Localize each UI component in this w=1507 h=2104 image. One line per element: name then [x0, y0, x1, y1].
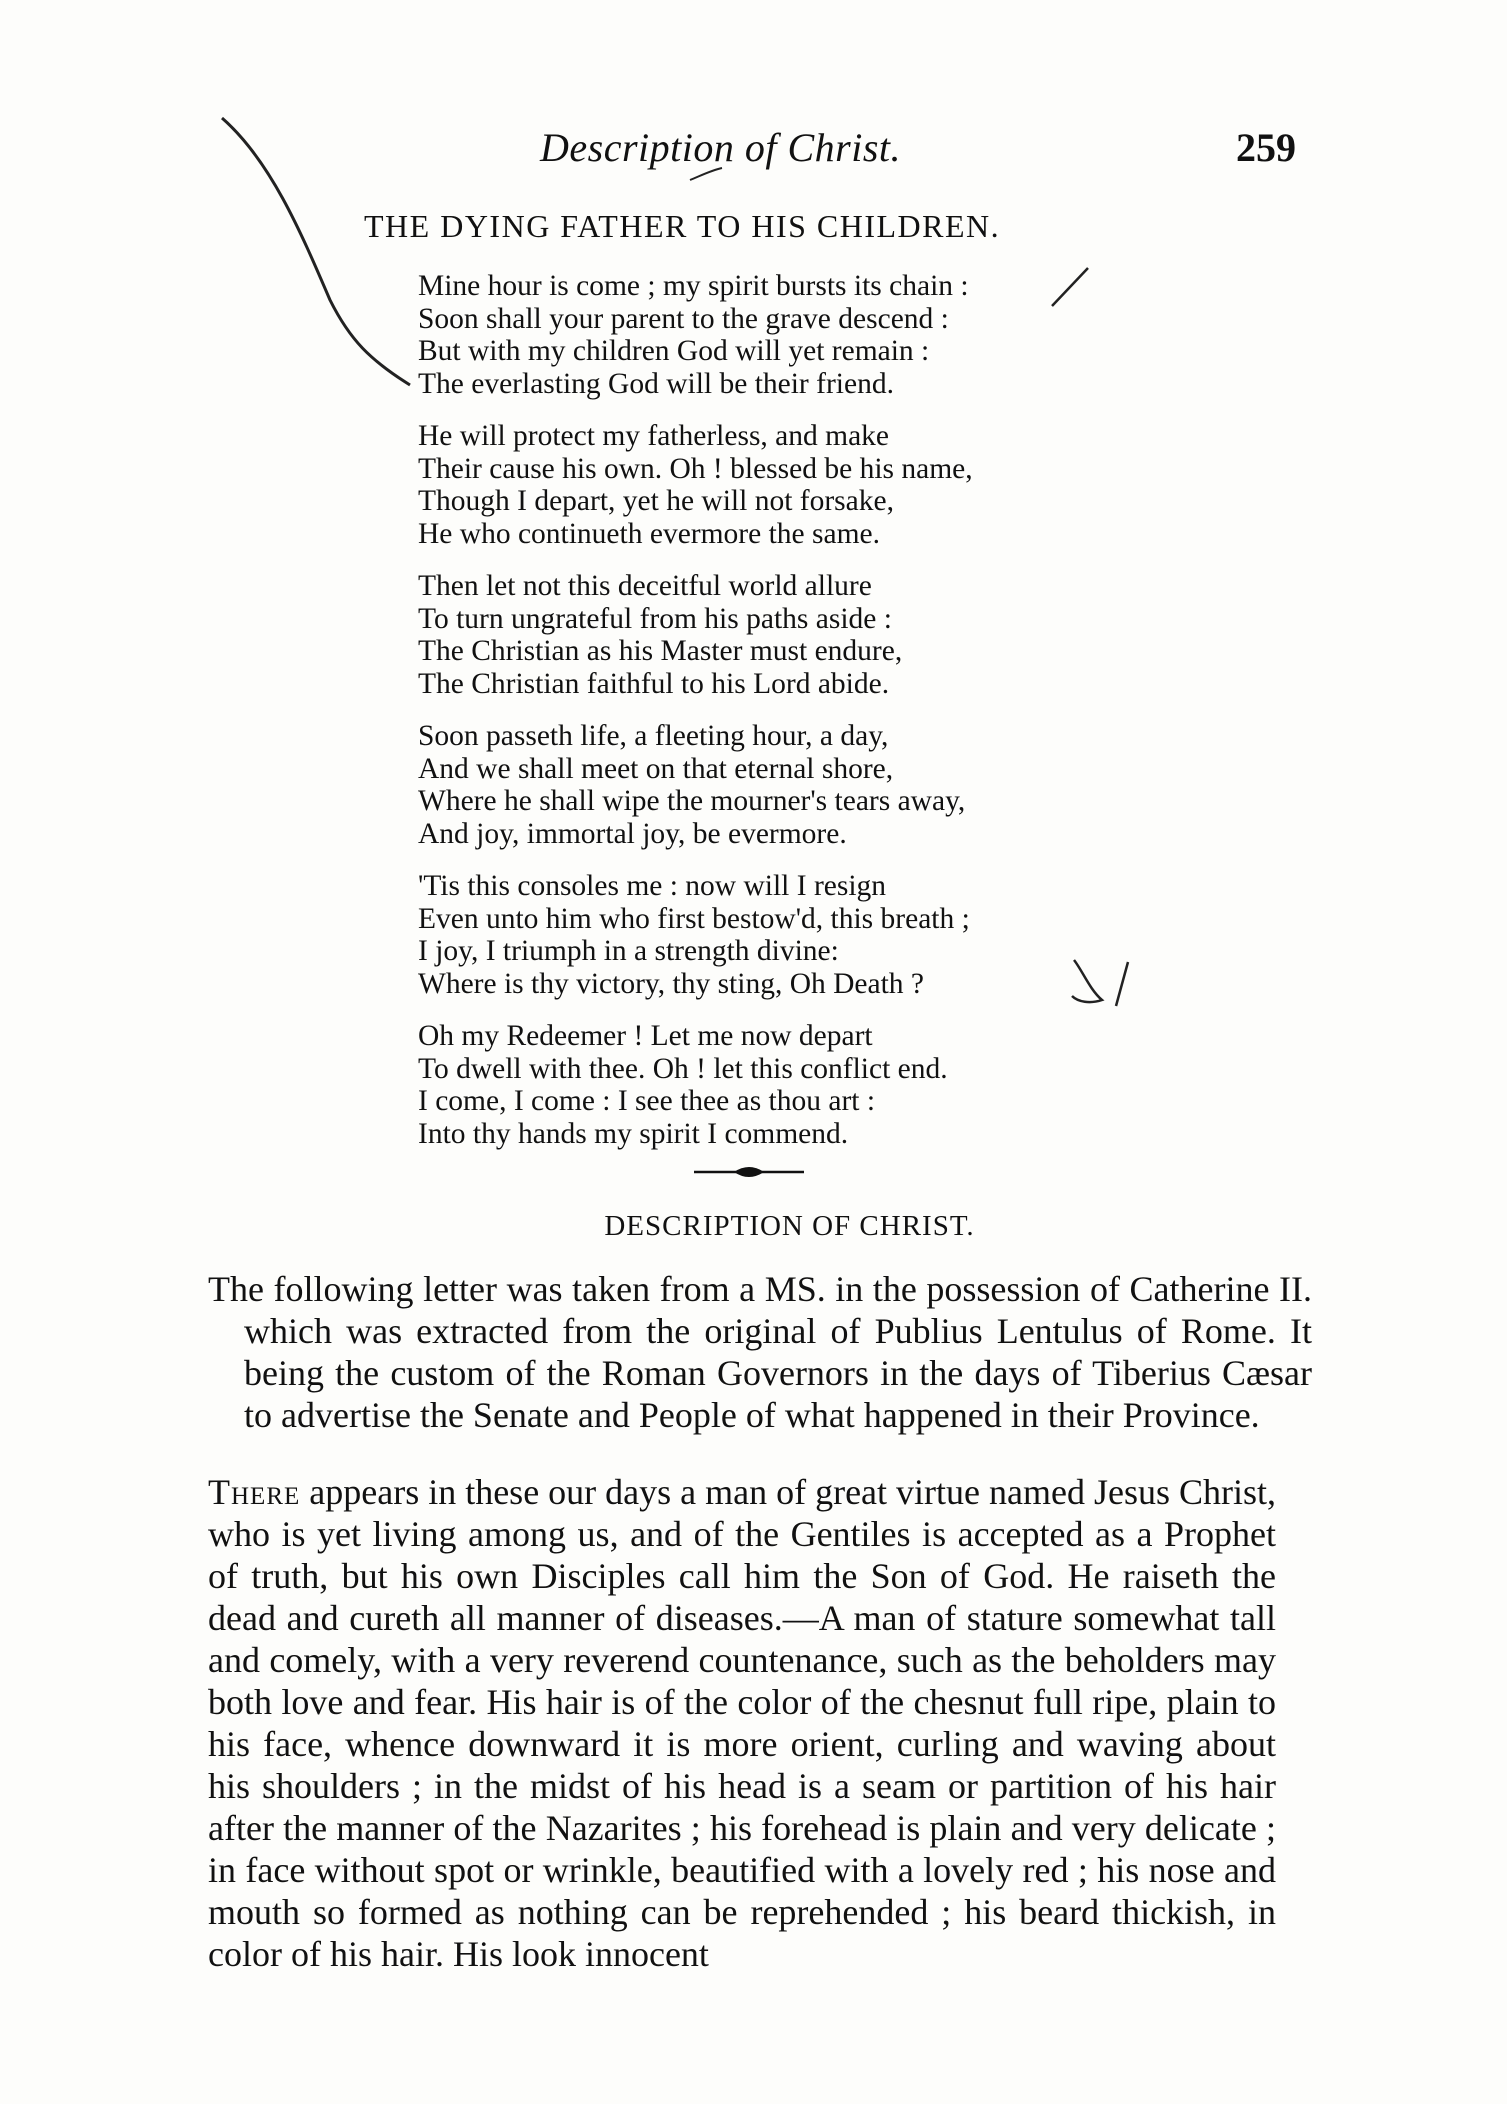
running-head [0, 124, 1507, 174]
poem-title: THE DYING FATHER TO HIS CHILDREN. [364, 208, 1001, 244]
stanza [418, 870, 1178, 1000]
stanza [418, 720, 1178, 850]
poem-line: Even unto him who first bestow'd, this breath ; [418, 902, 970, 935]
stanza [418, 420, 1178, 550]
poem-line: To dwell with thee. Oh ! let this conflict end. [418, 1052, 948, 1085]
section-title: DESCRIPTION OF CHRIST. [604, 1210, 975, 1242]
stanza [418, 570, 1178, 700]
stanza [418, 1020, 1178, 1150]
poem-line: The Christian as his Master must endure, [418, 635, 903, 667]
running-title: Description of Christ. [540, 125, 902, 170]
poem-line: He will protect my fatherless, and make [418, 420, 890, 452]
poem-line: 'Tis this consoles me : now will I resign [418, 870, 887, 902]
poem-line: And we shall meet on that eternal shore, [418, 752, 894, 785]
poem-line: Soon shall your parent to the grave descend : [418, 302, 949, 335]
poem-line: To turn ungrateful from his paths aside : [418, 602, 892, 635]
poem-line: Mine hour is come ; my spirit bursts its chain : [418, 270, 969, 302]
poem-line: He who continueth evermore the same. [418, 517, 881, 550]
body-paragraph [208, 1471, 1276, 1975]
section-divider-ornament-icon [694, 1162, 804, 1182]
poem-line: Then let not this deceitful world allure [418, 570, 872, 602]
poem-line: I joy, I triumph in a strength divine: [418, 935, 839, 967]
body-text: appears in these our days a man of great virtue named Jesus Christ, who is yet living among us, and of the Gentiles is accepted as a Prophet of truth, but his own Disciples call him the Son of God. He raiseth the dead and cureth all manner of diseases.—A man of stature somewhat tall and comely, with a very reverend countenance, such as the beholders may both love and fear. His hair is of the color of the chesnut full ripe, plain to his face, whence downward it is more orient, curling and waving about his shoulders ; in the midst of his head is a seam or partition of his hair after the manner of the Nazarites ; his forehead is plain and very delicate ; in face without spot or wrinkle, beautified with a lovely red ; his nose and mouth so formed as nothing can be reprehended ; his beard thickish, in color of his hair. His look innocent [208, 1472, 1276, 1974]
poem-line: Soon passeth life, a fleeting hour, a day, [418, 720, 889, 752]
poem-line: I come, I come : I see thee as thou art : [418, 1085, 876, 1117]
poem-line: Though I depart, yet he will not forsake, [418, 485, 894, 517]
poem-line: Where he shall wipe the mourner's tears away, [418, 785, 966, 817]
poem-line: Where is thy victory, thy sting, Oh Death ? [418, 967, 925, 1000]
poem-line: Oh my Redeemer ! Let me now depart [418, 1020, 873, 1052]
poem-line: And joy, immortal joy, be evermore. [418, 817, 847, 850]
poem-line: But with my children God will yet remain : [418, 335, 930, 367]
intro-paragraph: The following letter was taken from a MS. in the possession of Catherine II. which was extracted from the original of Publius Lentulus of Rome. It being the custom of the Roman Governors in the days of Tiberius Cæsar to advertise the Senate and People of what happened in their Province. [208, 1269, 1312, 1435]
stanza [418, 270, 1178, 400]
poem-line: Their cause his own. Oh ! blessed be his name, [418, 452, 973, 485]
poem-line: The everlasting God will be their friend. [418, 367, 894, 400]
poem-line: Into thy hands my spirit I commend. [418, 1117, 849, 1150]
poem-line: The Christian faithful to his Lord abide. [418, 667, 890, 700]
lead-word: There [208, 1472, 301, 1512]
page-number: 259 [1236, 125, 1296, 170]
poem [418, 270, 1178, 1170]
